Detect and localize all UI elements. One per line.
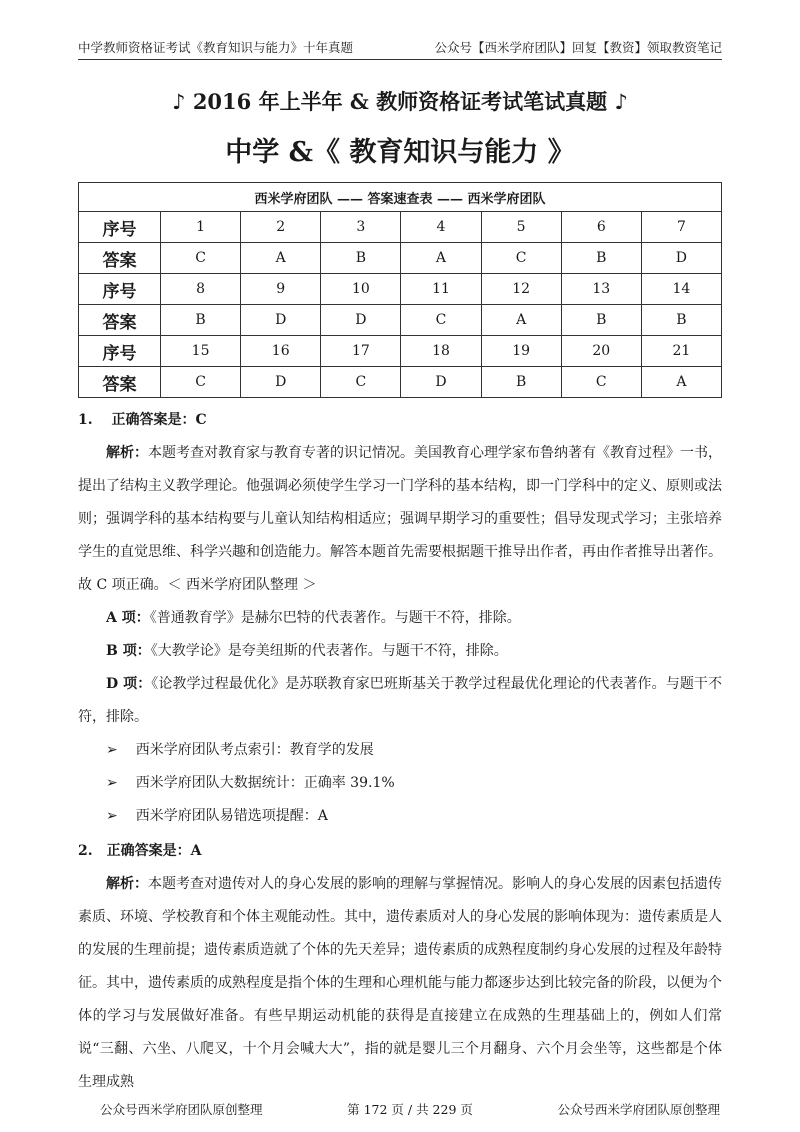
table-row — [79, 305, 722, 336]
arrow-bullet-icon: ➢ — [106, 742, 118, 758]
table-cell: 4 — [401, 212, 481, 243]
table-cell: 15 — [161, 336, 241, 367]
table-row — [79, 336, 722, 367]
table-cell: 7 — [641, 212, 721, 243]
table-cell: 2 — [241, 212, 321, 243]
analysis-text: 本题考查对教育家与教育专著的识记情况。美国教育心理学家布鲁纳著有《教育过程》一书，提出了结构主义教学理论。他强调必须使学生学习一门学科的基本结构，即一门学科中的定义、原则或法则；强调学科的基本结构要与儿童认知结构相适应；强调早期学习的重要性；倡导发现式学习；主张培养学生的直觉思维、科学兴趣和创造能力。解答本题首先需要根据题干推导出作者，再由作者推导出著作。故 C 项正确。＜ 西米学府团队整理 ＞ — [78, 445, 722, 593]
subject-title: 中学 &《 教育知识与能力 》 — [225, 137, 575, 168]
table-cell: 6 — [561, 212, 641, 243]
table-cell: 11 — [401, 274, 481, 305]
header-left: 中学教师资格证考试《教育知识与能力》十年真题 — [78, 40, 354, 55]
table-cell: 20 — [561, 336, 641, 367]
table-caption: 西米学府团队 —— 答案速查表 —— 西米学府团队 — [79, 183, 722, 212]
bullet-item — [78, 767, 722, 800]
table-cell: D — [641, 243, 721, 274]
table-cell: D — [241, 305, 321, 336]
table-cell: 12 — [481, 274, 561, 305]
exam-title: ♪ 2016 年上半年 & 教师资格证考试笔试真题 ♪ — [172, 89, 628, 114]
q2-heading: 2. 正确答案是：A — [78, 843, 202, 859]
analysis-label: 解析： — [106, 876, 148, 892]
analysis-text: 本题考查对遗传对人的身心发展的影响的理解与掌握情况。影响人的身心发展的因素包括遗传素质、环境、学校教育和个体主观能动性。其中，遗传素质对人的身心发展的影响体现为：遗传素质是人的发展的生理前提；遗传素质造就了个体的先天差异；遗传素质的成熟程度制约身心发展的过程及年龄特征。其中，遗传素质的成熟程度是指个体的生理和心理机能与能力都逐步达到比较完备的阶段，以便为个体的学习与发展做好准备。有些早期运动机能的获得是直接建立在成熟的生理基础上的，例如人们常说“三翻、六坐、八爬叉，十个月会喊大大”，指的就是婴儿三个月翻身、六个月会坐等，这些都是个体生理成熟 — [78, 876, 722, 1090]
arrow-bullet-icon: ➢ — [106, 808, 118, 824]
table-row — [79, 367, 722, 398]
table-cell: 17 — [321, 336, 401, 367]
q1-analysis — [78, 437, 722, 602]
option-label: B 项： — [106, 643, 151, 659]
option-text: 《大教学论》是夸美纽斯的代表著作。与题干不符，排除。 — [150, 643, 508, 659]
page-footer — [100, 1100, 720, 1118]
footer-right: 公众号西米学府团队原创整理 — [557, 1102, 720, 1117]
table-cell: 5 — [481, 212, 561, 243]
table-cell: B — [561, 305, 641, 336]
table-cell: 10 — [321, 274, 401, 305]
option-text: 《论教学过程最优化》是苏联教育家巴班斯基关于教学过程最优化理论的代表著作。与题干不符，排除。 — [78, 676, 723, 725]
table-cell: B — [641, 305, 721, 336]
table-cell: C — [161, 243, 241, 274]
table-cell: 1 — [161, 212, 241, 243]
analysis-label: 解析： — [106, 445, 148, 461]
answer-table — [78, 182, 722, 398]
arrow-bullet-icon: ➢ — [106, 775, 118, 791]
option-label: A 项： — [106, 610, 150, 626]
table-cell: 19 — [481, 336, 561, 367]
row-label: 答案 — [79, 243, 161, 274]
row-label: 序号 — [79, 212, 161, 243]
bullet-text: 西米学府团队大数据统计：正确率 39.1% — [135, 775, 395, 791]
bullet-text: 西米学府团队考点索引：教育学的发展 — [135, 742, 374, 758]
table-row — [79, 274, 722, 305]
q2-analysis — [78, 868, 722, 1099]
q1-option-b — [78, 635, 722, 668]
table-cell: A — [241, 243, 321, 274]
header-right: 公众号【西米学府团队】回复【教资】领取教资笔记 — [434, 40, 722, 55]
table-cell: B — [561, 243, 641, 274]
table-cell: A — [481, 305, 561, 336]
table-cell: B — [481, 367, 561, 398]
table-cell: C — [401, 305, 481, 336]
table-cell: A — [641, 367, 721, 398]
table-cell: B — [321, 243, 401, 274]
table-cell: 21 — [641, 336, 721, 367]
table-cell: 3 — [321, 212, 401, 243]
page-header — [78, 38, 722, 60]
table-cell: C — [321, 367, 401, 398]
table-cell: C — [561, 367, 641, 398]
table-cell: 9 — [241, 274, 321, 305]
row-label: 序号 — [79, 274, 161, 305]
table-cell: B — [161, 305, 241, 336]
table-cell: D — [321, 305, 401, 336]
option-text: 《普通教育学》是赫尔巴特的代表著作。与题干不符，排除。 — [149, 610, 521, 626]
q1-option-a — [78, 602, 722, 635]
table-cell: 13 — [561, 274, 641, 305]
page-number: 第 172 页 / 共 229 页 — [347, 1102, 473, 1117]
row-label: 答案 — [79, 305, 161, 336]
row-label: 答案 — [79, 367, 161, 398]
answer-explanations — [78, 404, 722, 1099]
q1-heading: 1. 正确答案是：C — [78, 412, 207, 428]
table-cell: 18 — [401, 336, 481, 367]
table-cell: C — [481, 243, 561, 274]
bullet-text: 西米学府团队易错选项提醒：A — [135, 808, 328, 824]
table-cell: D — [241, 367, 321, 398]
table-row — [79, 212, 722, 243]
row-label: 序号 — [79, 336, 161, 367]
q1-option-d — [78, 668, 722, 734]
table-cell: A — [401, 243, 481, 274]
table-cell: 8 — [161, 274, 241, 305]
bullet-item — [78, 734, 722, 767]
table-row — [79, 243, 722, 274]
bullet-item — [78, 800, 722, 833]
footer-left: 公众号西米学府团队原创整理 — [100, 1102, 263, 1117]
table-cell: C — [161, 367, 241, 398]
table-cell: 16 — [241, 336, 321, 367]
table-cell: 14 — [641, 274, 721, 305]
table-cell: D — [401, 367, 481, 398]
option-label: D 项： — [106, 676, 152, 692]
